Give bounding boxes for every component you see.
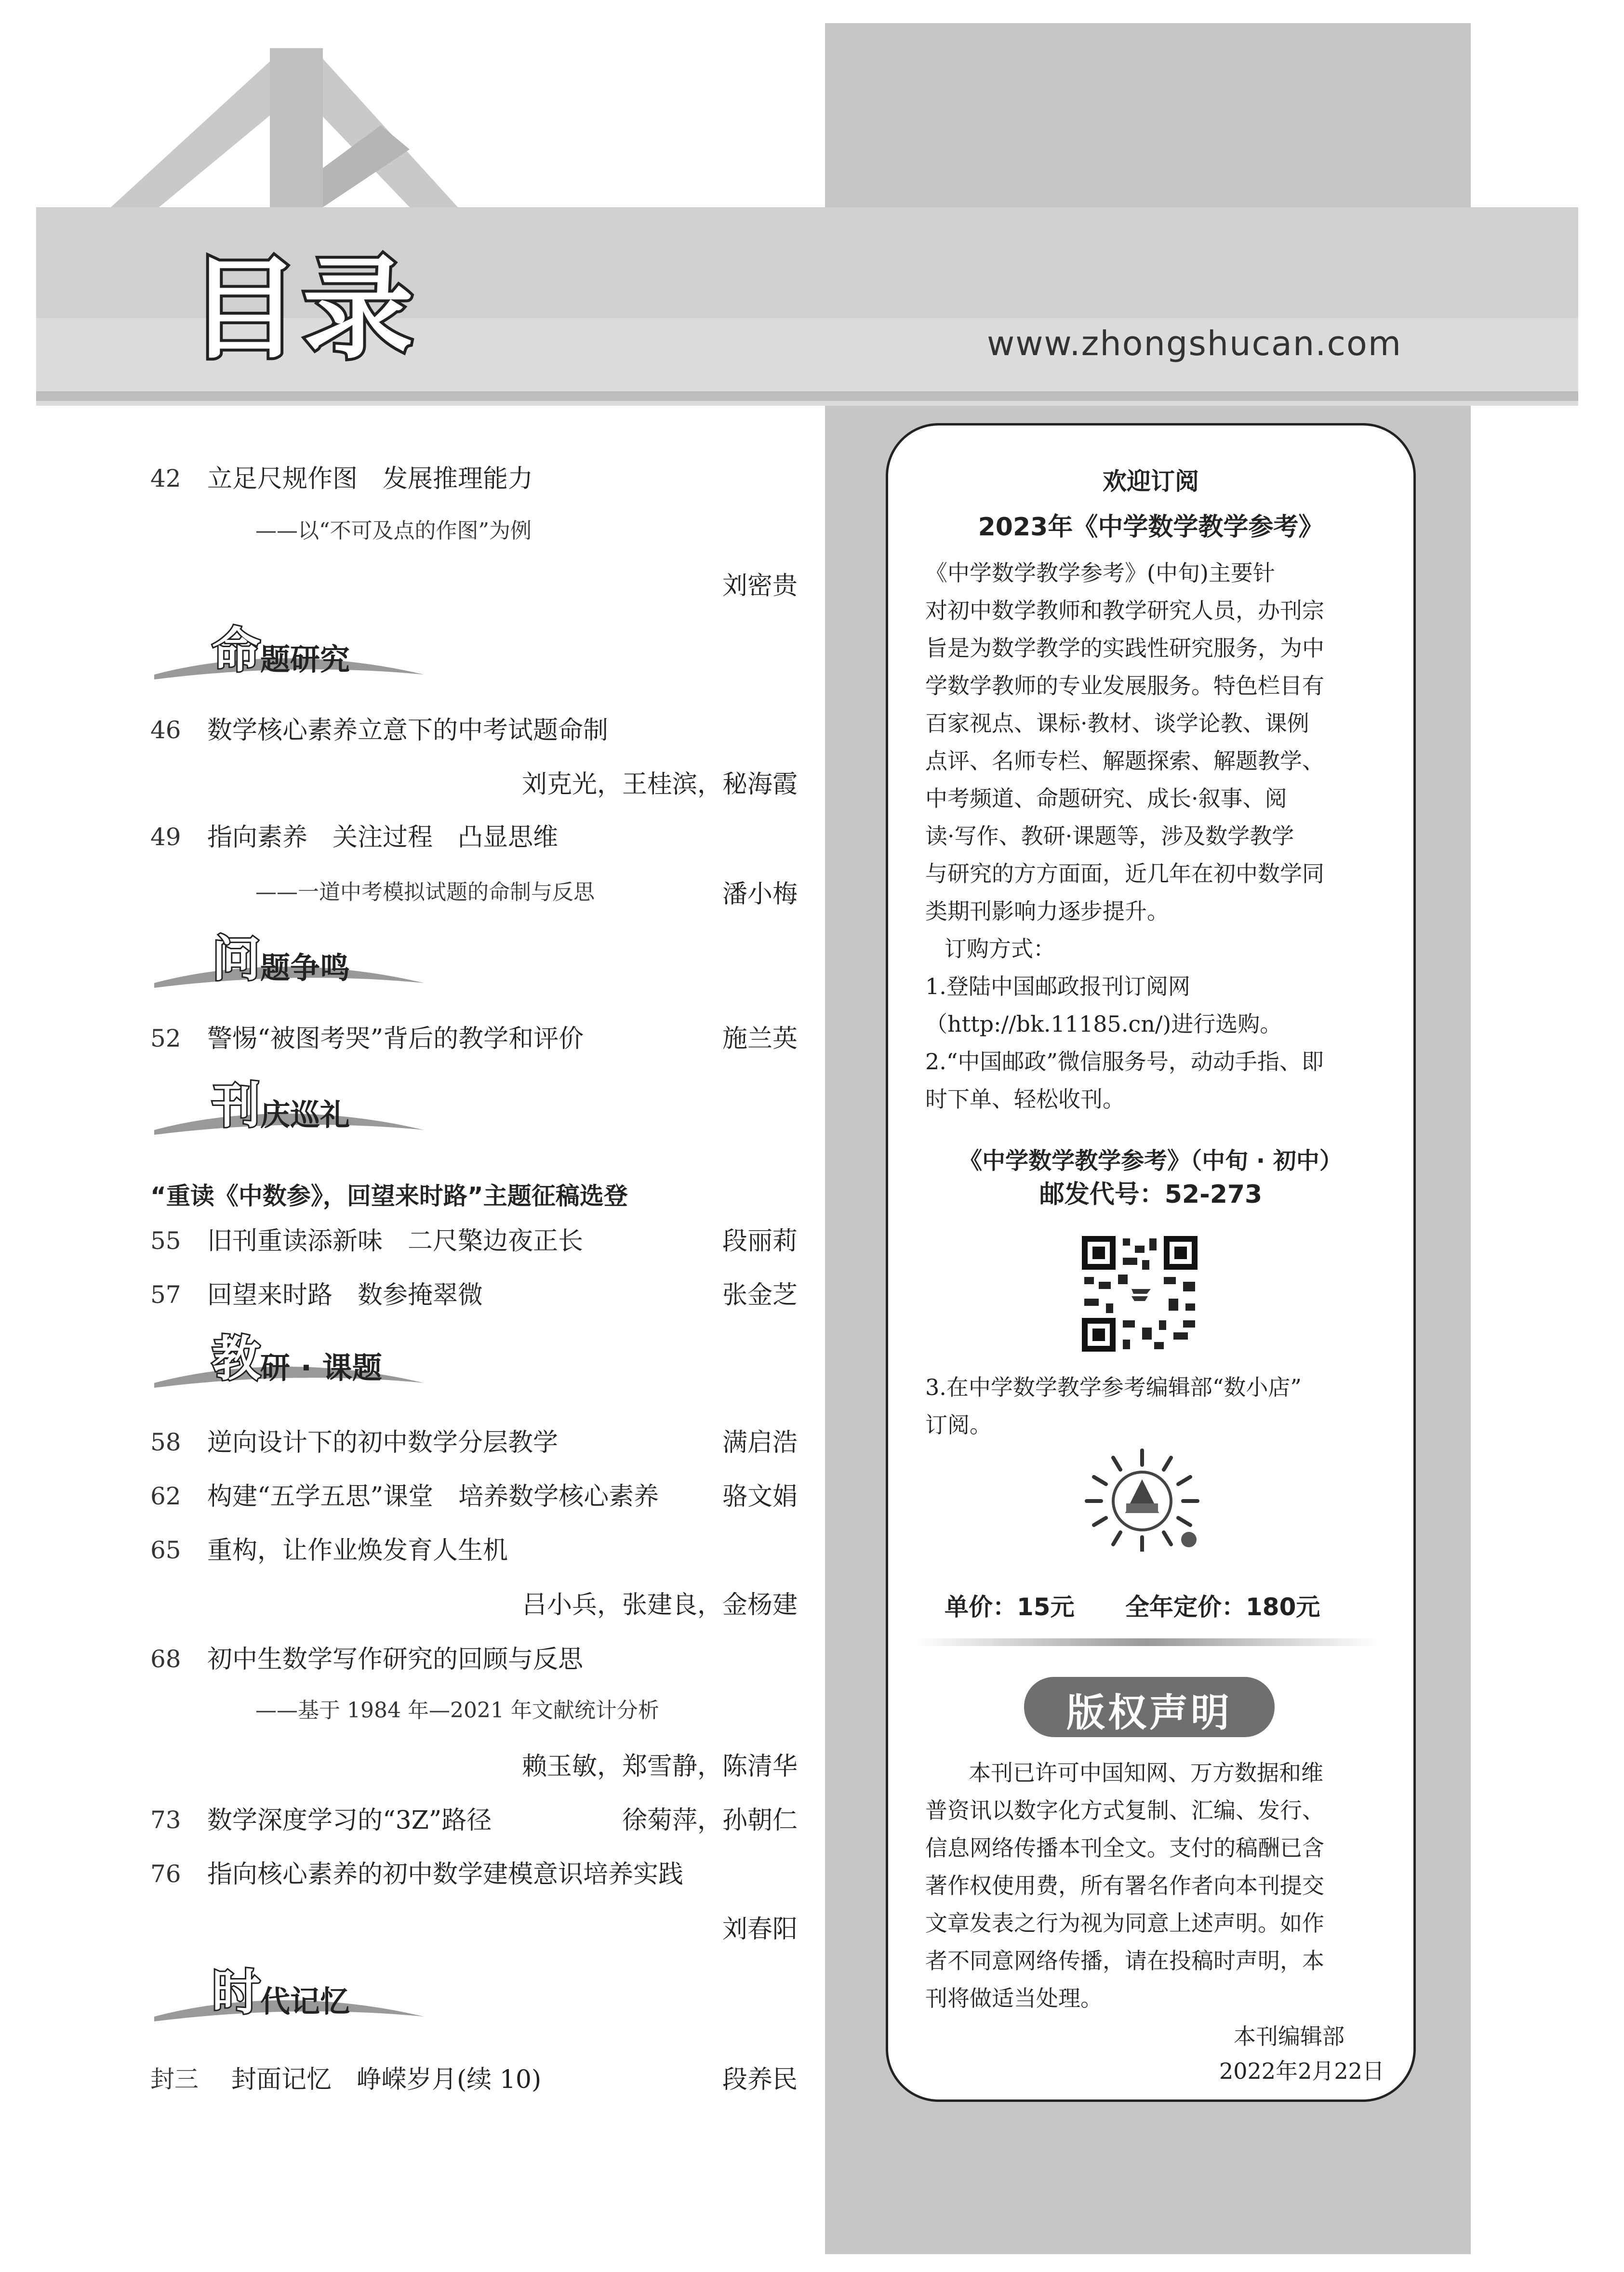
section-heading-kanqing: 刊 庆巡礼	[154, 1082, 443, 1154]
toc-page: 42	[150, 465, 181, 492]
postal-code: 邮发代号：52-273	[1039, 1180, 1263, 1209]
toc-author: 刘密贵	[722, 571, 798, 600]
section-heading-jiaoyan: 教 研 · 课题	[154, 1335, 443, 1407]
order-option-3: 3.在中学数学教学参考编辑部“数小店” 订阅。	[925, 1374, 1302, 1438]
toc-title: 立足尺规作图 发展推理能力	[207, 465, 533, 493]
section-heading-wenti: 问 题争鸣	[154, 935, 443, 1007]
page-title: 目录	[189, 245, 417, 374]
toc-author: 刘克光，王桂滨，秘海霞	[521, 770, 798, 799]
mini-program-code-icon[interactable]	[1082, 1446, 1202, 1552]
header-band-line	[36, 391, 1578, 401]
signature-date: 2022年2月22日	[1219, 2058, 1384, 2084]
copyright-title: 版权声明	[1066, 1690, 1232, 1735]
copyright-text: 本刊已许可中国知网、万方数据和维 普资讯以数字化方式复制、汇编、发行、 信息网络传播本刊全文。支付的稿酬已含 著作权使用费，所有署名作者向本刊提交 文章发表之行为视为同意上述声明。如作 者不同意网络传播，请在投稿时声明，本 刊将做适当处理。	[925, 1760, 1324, 2011]
price-unit: 单价：15元	[945, 1593, 1075, 1621]
toc-author: 潘小梅	[722, 880, 798, 909]
section-heading-shidai: 时 代记忆	[154, 1968, 443, 2041]
roof-truss-decoration	[111, 43, 496, 217]
panel-subheading: 2023年《中学数学教学参考》	[978, 513, 1324, 542]
editorial-signature: 本刊编辑部	[1234, 2023, 1344, 2049]
panel-heading: 欢迎订阅	[1103, 467, 1199, 495]
toc-subtitle: ——以“不可及点的作图”为例	[255, 518, 532, 543]
panel-intro: 《中学数学教学参考》(中旬)主要针 对初中数学教师和教学研究人员，办刊宗 旨是为数学教学的实践性研究服务，为中 学数学教师的专业发展服务。特色栏目有 百家视点、课标·教材、谈学论教、课例 点评、名师专栏、解题探索、解题教学、 中考频道、命题研究、成长·叙事、阅 读·写作、教研·课题等，涉及数学教学 与研究的方方面面，近几年在初中数学同 类期刊影响力逐步提升。 订购方式： 1.登陆中国邮政报刊订阅网 （http://bk.11185.cn/)进行选购。 2.“中国邮政”微信服务号，动动手指、即 时下单、轻松收刊。	[925, 560, 1324, 1112]
journal-name: 《中学数学教学参考》（中旬 · 初中）	[959, 1147, 1343, 1174]
section-heading-mingti: 命 题研究	[154, 626, 443, 699]
special-column-title: “重读《中数参》，回望来时路”主题征稿选登	[150, 1182, 628, 1210]
qr-code-icon[interactable]	[1082, 1236, 1198, 1352]
website-url: www.zhongshucan.com	[987, 324, 1402, 363]
divider	[916, 1638, 1378, 1646]
price-year: 全年定价：180元	[1125, 1593, 1320, 1621]
